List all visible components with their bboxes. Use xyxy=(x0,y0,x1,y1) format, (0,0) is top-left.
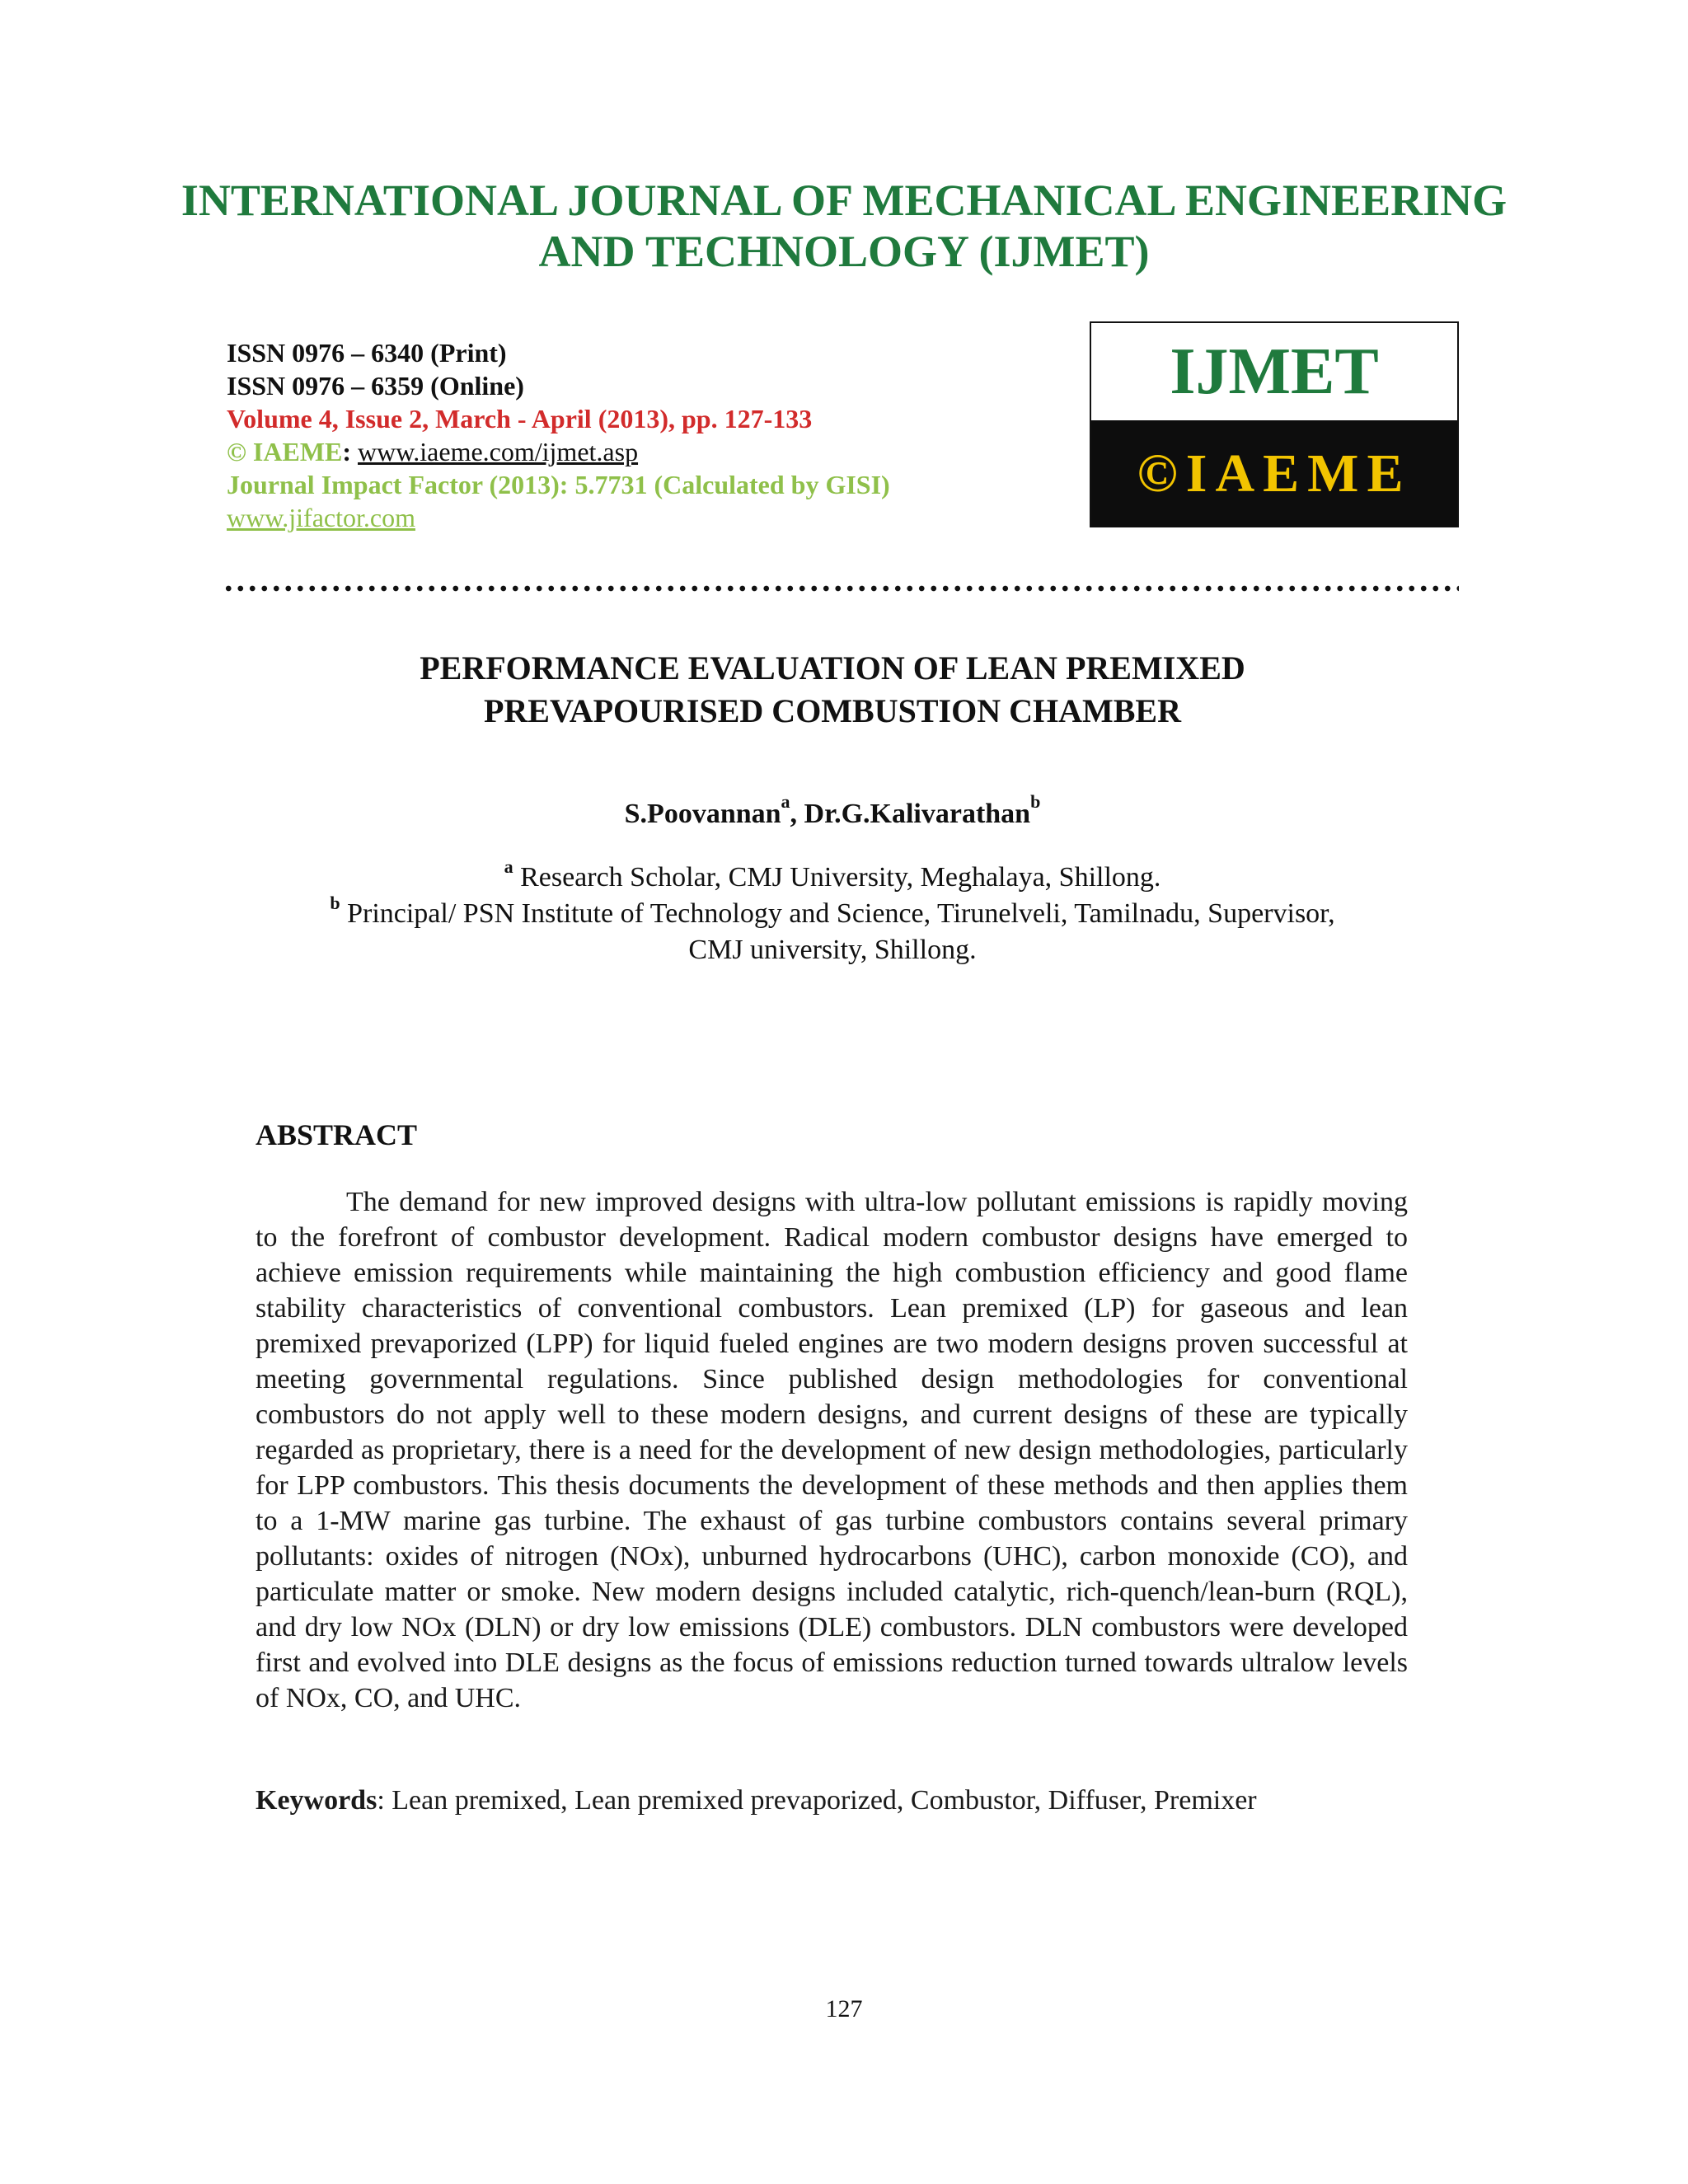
ijmet-logo xyxy=(1090,321,1459,527)
affiliation-b-sup: b xyxy=(330,893,340,913)
journal-title-line1: INTERNATIONAL JOURNAL OF MECHANICAL ENGINEERING xyxy=(181,176,1507,225)
affiliation-a-sup: a xyxy=(504,856,513,877)
iaeme-copyright: © IAEME xyxy=(227,437,343,466)
paper-title-line1: PERFORMANCE EVALUATION OF LEAN PREMIXED xyxy=(420,649,1245,687)
keywords-text: : Lean premixed, Lean premixed prevaporized, Combustor, Diffuser, Premixer xyxy=(377,1785,1257,1816)
affiliation-a-text: Research Scholar, CMJ University, Meghalaya, Shillong. xyxy=(513,862,1161,893)
author-1: S.Poovannan xyxy=(624,799,781,829)
affiliation-a xyxy=(247,856,1418,896)
affiliation-b xyxy=(247,893,1418,932)
author-2: Dr.G.Kalivarathan xyxy=(804,799,1031,829)
journal-title-line2: AND TECHNOLOGY (IJMET) xyxy=(538,227,1150,276)
author-list xyxy=(247,791,1418,832)
paper-title-line2: PREVAPOURISED COMBUSTION CHAMBER xyxy=(483,692,1181,729)
issn-online: ISSN 0976 – 6359 (Online) xyxy=(227,371,524,401)
volume-info: Volume 4, Issue 2, March - April (2013), pp. 127-133 xyxy=(227,404,813,434)
dotted-divider xyxy=(223,583,1459,593)
logo-ijmet-text: IJMET xyxy=(1170,335,1379,408)
issn-print: ISSN 0976 – 6340 (Print) xyxy=(227,338,507,368)
impact-factor: Journal Impact Factor (2013): 5.7731 (Calculated by GISI) xyxy=(227,470,890,499)
iaeme-link[interactable]: www.iaeme.com/ijmet.asp xyxy=(358,437,639,466)
logo-iaeme-text: ©IAEME xyxy=(1091,420,1457,527)
keywords-label: Keywords xyxy=(256,1785,377,1816)
keywords xyxy=(256,1783,1426,1819)
author-1-sup: a xyxy=(781,791,790,812)
abstract-body: The demand for new improved designs with ultra-low pollutant emissions is rapidly moving to the forefront of combustor development. Radical modern combustor designs have emerged to achieve emission requirements while maintaining the high combustion efficiency and good flame stability characteristics of conventional combustors. Lean premixed (LP) for gaseous and lean premixed prevaporized (LPP) for liquid fueled engines are two modern designs proven successful at meeting governmental regulations. Since published design methodologies for conventional combustors do not apply well to these modern designs, and current designs of these are typically regarded as proprietary, there is a need for the development of new design methodologies, particularly for LPP combustors. This thesis documents the development of these methods and then applies them to a 1-MW marine gas turbine. The exhaust of gas turbine combustors contains several primary pollutants: oxides of nitrogen (NOx), unburned hydrocarbons (UHC), carbon monoxide (CO), and particulate matter or smoke. New modern designs included catalytic, rich-quench/lean-burn (RQL), and dry low NOx (DLN) or dry low emissions (DLE) combustors. DLN combustors were developed first and evolved into DLE designs as the focus of emissions reduction turned towards ultralow levels of NOx, CO, and UHC. xyxy=(256,1187,1408,1713)
affiliation-b-text: Principal/ PSN Institute of Technology and Science, Tirunelveli, Tamilnadu, Supervisor, xyxy=(340,898,1335,929)
abstract-heading: ABSTRACT xyxy=(256,1118,418,1151)
affiliations xyxy=(247,856,1418,968)
jifactor-link[interactable]: www.jifactor.com xyxy=(227,503,415,532)
paper-title xyxy=(247,647,1418,733)
journal-meta xyxy=(227,336,1051,534)
iaeme-separator: : xyxy=(342,437,359,466)
journal-title xyxy=(165,175,1523,277)
iaeme-row xyxy=(227,435,1051,468)
page-number: 127 xyxy=(825,1995,863,2022)
author-separator: , xyxy=(790,799,804,829)
affiliation-b-line2: CMJ university, Shillong. xyxy=(688,935,977,965)
author-2-sup: b xyxy=(1030,791,1041,812)
